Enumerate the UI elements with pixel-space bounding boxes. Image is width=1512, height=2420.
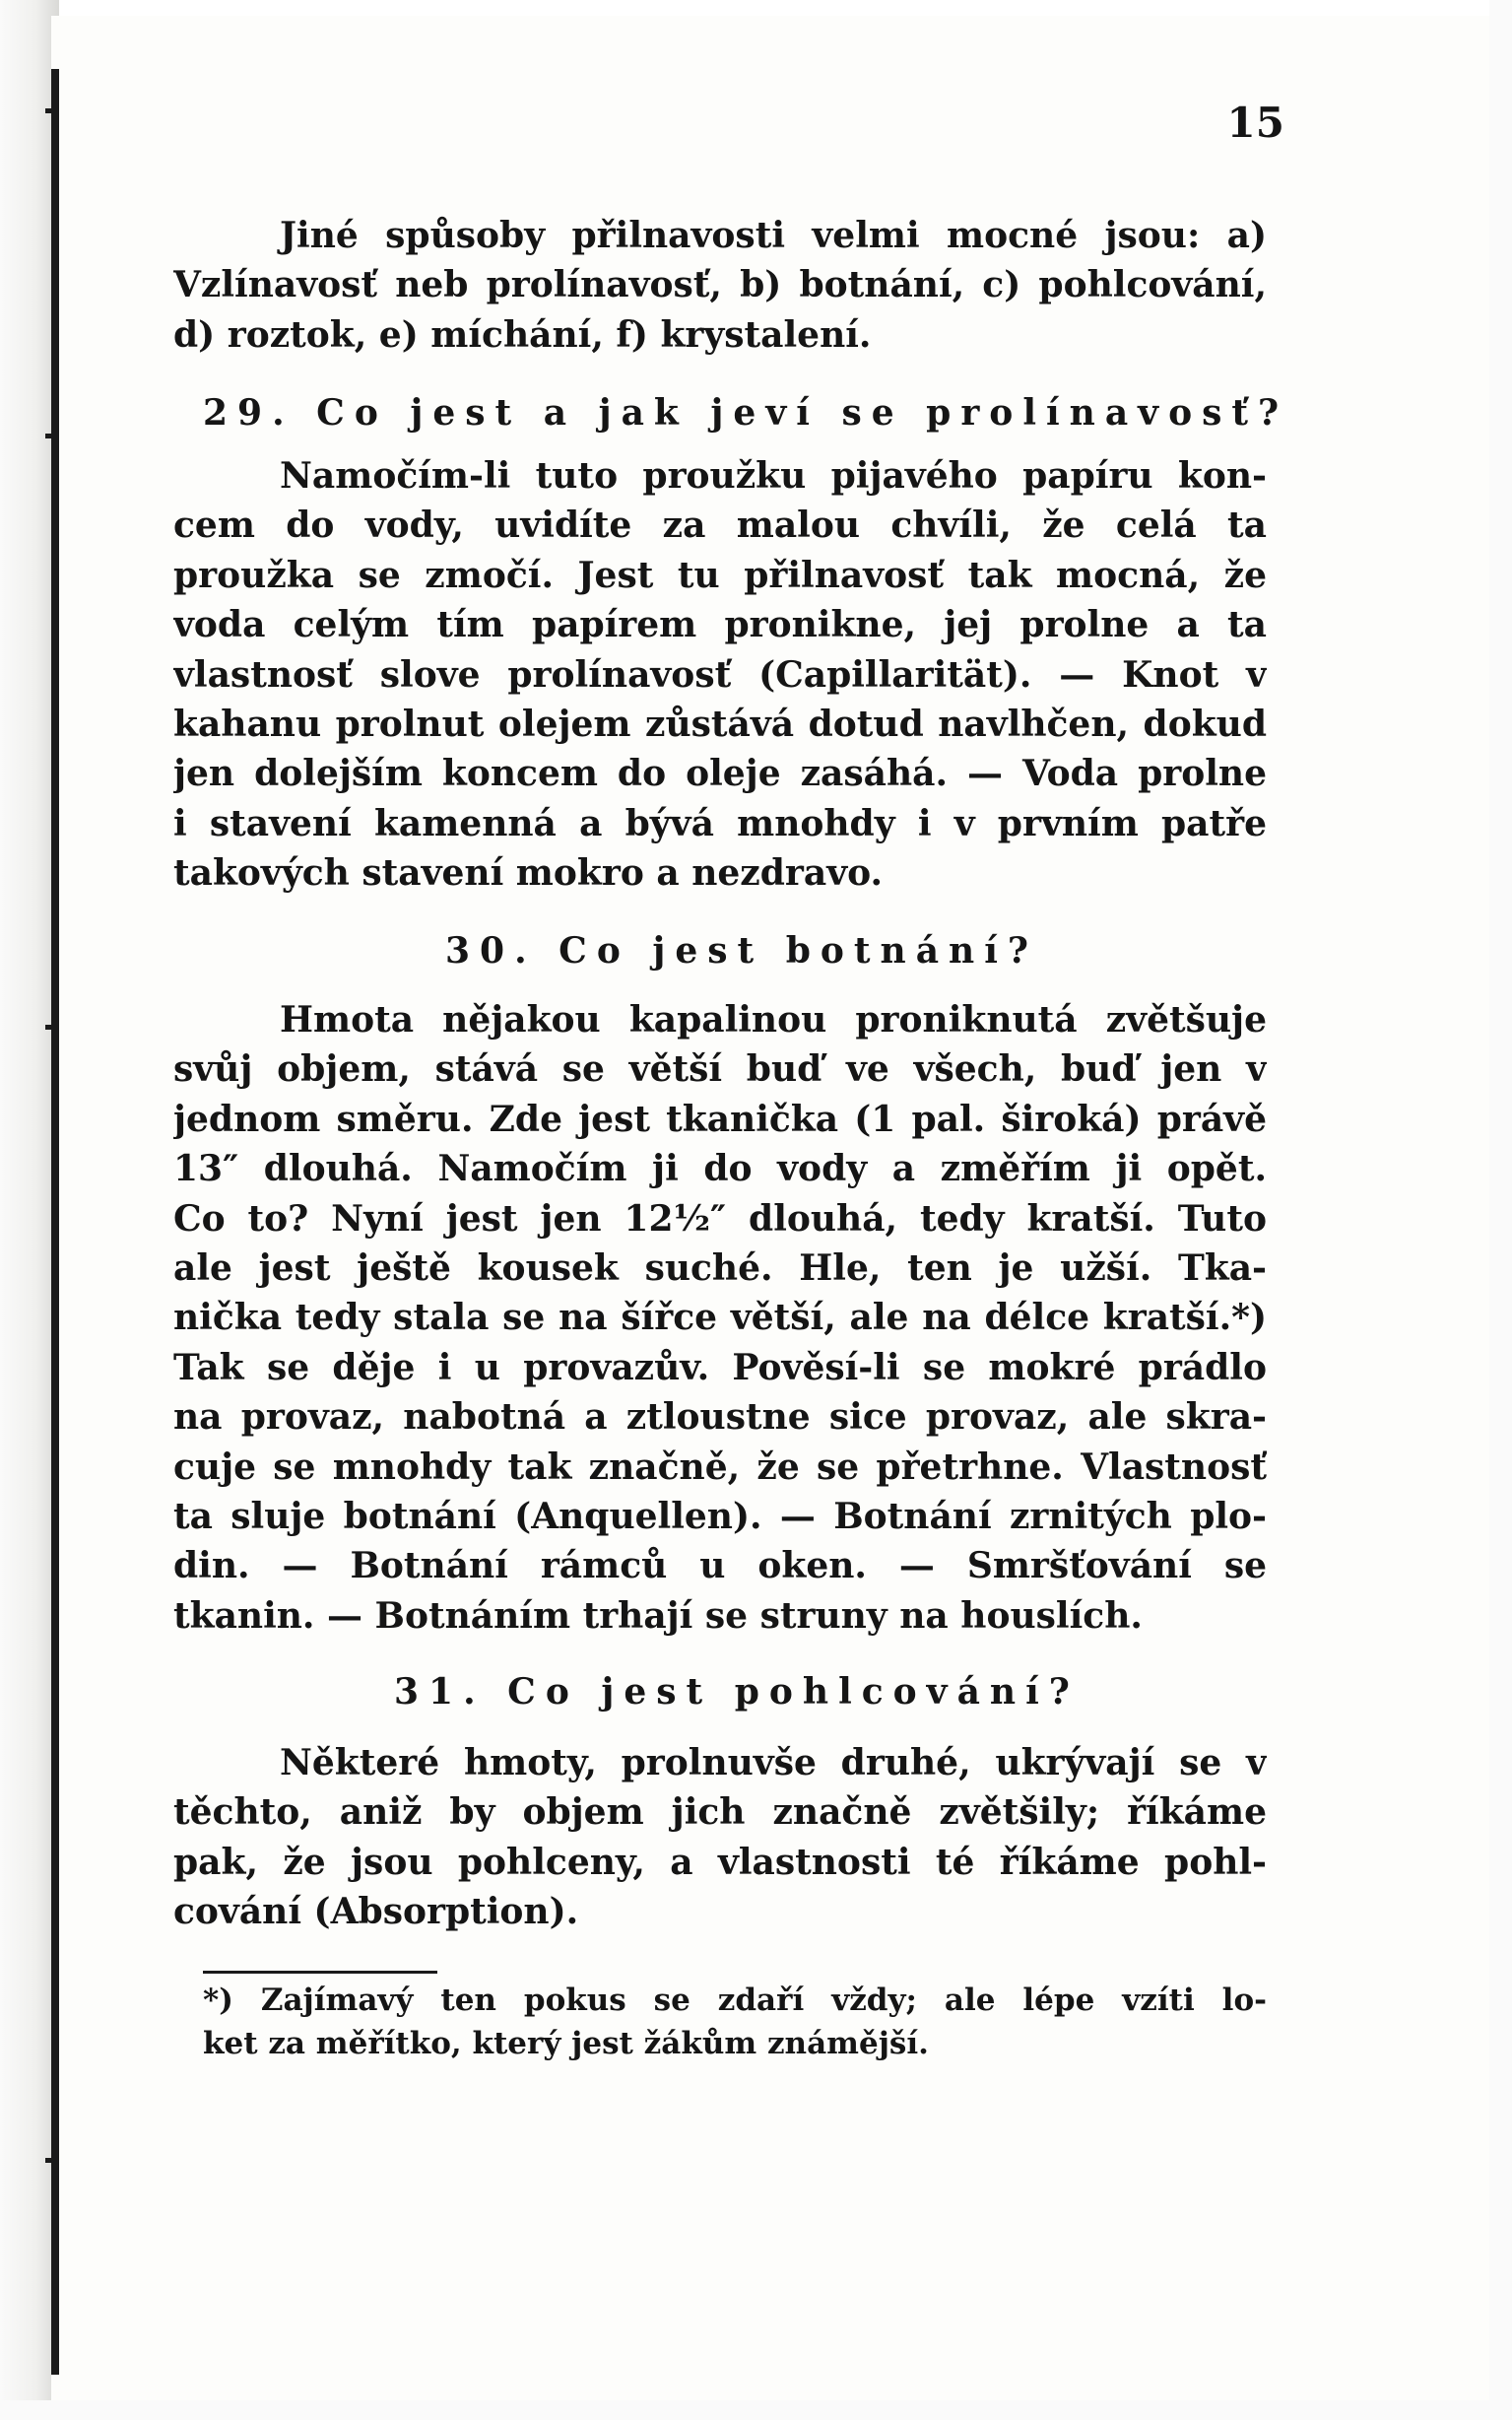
text-line: nička tedy stala se na šířce větší, ale na délce kratší.*) [173,1297,1267,1339]
text-line: vlastnosť slove prolínavosť (Capillarität). — Knot v [173,653,1267,696]
binding-mark [45,2158,59,2163]
footnote-rule [203,1971,437,1974]
text-line: tkanin. — Botnáním trhají se struny na houslích. [173,1594,1143,1637]
text-line: cování (Absorption). [173,1891,579,1933]
text-line: Jiné spůsoby přilnavosti velmi mocné jsou: a) [280,215,1267,256]
text-line: proužka se zmočí. Jest tu přilnavosť tak mocná, že [173,554,1267,596]
text-line: 13″ dlouhá. Namočím ji do vody a změřím ji opět. [173,1148,1267,1190]
text-line: ale jest ještě kousek suché. Hle, ten je užší. Tka- [173,1246,1267,1289]
binding-mark [45,434,59,438]
text-line: Vzlínavosť neb prolínavosť, b) botnání, c) pohlcování, [173,264,1267,306]
page-spine-shadow [0,0,59,2420]
text-line: kahanu prolnut olejem zůstává dotud navlhčen, dokud [173,703,1267,745]
intro-paragraph [173,211,1267,360]
binding-mark [45,1025,59,1030]
text-line: Namočím-li tuto proužku pijavého papíru kon- [280,455,1267,497]
text-line: Hmota nějakou kapalinou proniknutá zvětšuje [280,999,1267,1041]
text-line: voda celým tím papírem pronikne, jej prolne a ta [173,604,1267,646]
text-line: Tak se děje i u provazův. Pověsí-li se mokré prádlo [173,1346,1267,1388]
footnote [203,1979,1267,2065]
text-line: pak, že jsou pohlceny, a vlastnosti té říkáme pohl- [173,1841,1267,1883]
section-30-paragraph [173,995,1267,1641]
footnote-line: ket za měřítko, který jest žákům známější. [203,2026,929,2061]
text-line: na provaz, nabotná a ztloustne sice provaz, ale skra- [173,1396,1267,1439]
text-line: ta sluje botnání (Anquellen). — Botnání zrnitých plo- [173,1495,1267,1537]
page-binding-edge [51,69,59,2375]
text-line: svůj objem, stává se větší buď ve všech, buď jen v [173,1048,1267,1091]
text-line: jednom směru. Zde jest tkanička (1 pal. široká) právě [173,1098,1267,1140]
text-line: cem do vody, uvidíte za malou chvíli, že celá ta [173,504,1267,547]
text-line: Co to? Nyní jest jen 12½″ dlouhá, tedy kratší. Tuto [173,1197,1267,1240]
section-heading-30: 30. Co jest botnání? [445,930,1038,972]
page-bottom-margin [0,2400,1512,2420]
section-heading-31: 31. Co jest pohlcování? [394,1671,1080,1713]
text-line: d) roztok, e) míchání, f) krystalení. [173,313,872,356]
text-line: těchto, aniž by objem jich značně zvětšily; říkáme [173,1791,1267,1834]
text-line: din. — Botnání rámců u oken. — Smršťování se [173,1545,1267,1587]
footnote-line: *) Zajímavý ten pokus se zdaří vždy; ale lépe vzíti lo- [203,1983,1267,2018]
text-line: jen dolejším koncem do oleje zasáhá. — Voda prolne [173,753,1267,795]
section-heading-29: 29. Co jest a jak jeví se prolínavosť? [203,392,1289,434]
text-line: i stavení kamenná a bývá mnohdy i v prvním patře [173,802,1267,844]
page-right-margin [1489,0,1512,2420]
page-number: 15 [1226,99,1284,147]
section-29-paragraph [173,451,1267,899]
text-line: takových stavení mokro a nezdravo. [173,852,884,895]
binding-mark [45,108,59,113]
section-31-paragraph [173,1738,1267,1937]
text-line: cuje se mnohdy tak značně, že se přetrhne. Vlastnosť [173,1445,1267,1488]
text-line: Některé hmoty, prolnuvše druhé, ukrývají se v [280,1742,1267,1783]
